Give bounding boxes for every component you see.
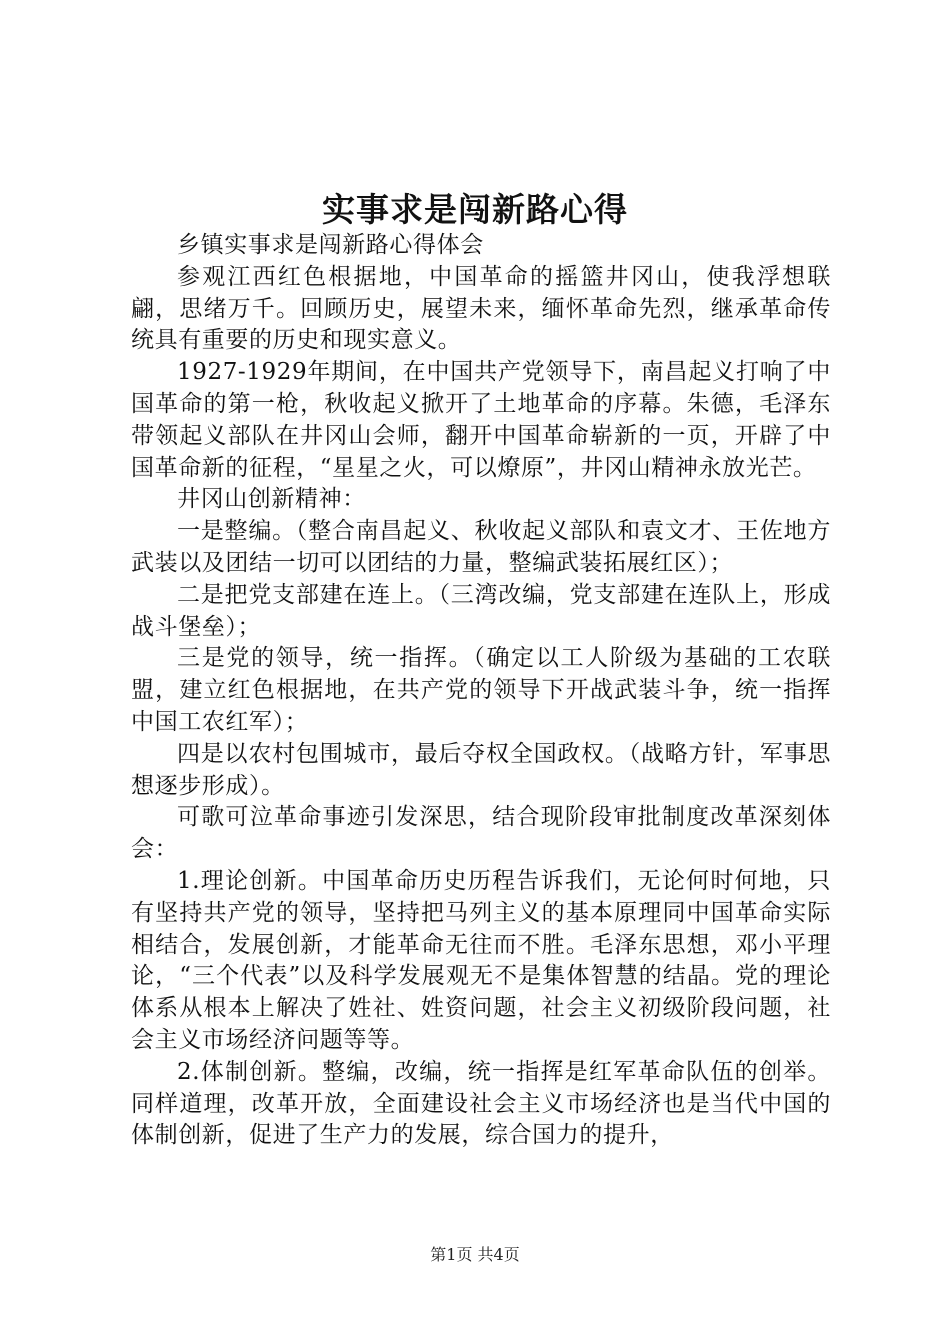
document-title: 实事求是闯新路心得 [322,190,628,229]
page-number-footer: 第1页 共4页 [430,1245,520,1264]
paragraph-point-two: 二是把党支部建在连上。（三湾改编，党支部建在连队上，形成战斗堡垒）； [131,581,831,640]
paragraph-point-one: 一是整编。（整合南昌起义、秋收起义部队和袁文才、王佐地方武装以及团结一切可以团结的力量，整编武装拓展红区）； [131,518,831,576]
paragraph-theory-innovation: 1.理论创新。中国革命历史历程告诉我们，无论何时何地，只有坚持共产党的领导，坚持把马列主义的基本原理同中国革命实际相结合，发展创新，才能革命无往而不胜。毛泽东思想，邓小平理论，“三个代表”以及科学发展观无不是集体智慧的结晶。党的理论体系从根本上解决了姓社、姓资问题，社会主义初级阶段问题，社会主义市场经济问题等等。 [131,867,831,1053]
document-body [131,230,831,1152]
paragraph-history: 1927-1929年期间，在中国共产党领导下，南昌起义打响了中国革命的第一枪，秋收起义掀开了土地革命的序幕。朱德，毛泽东带领起义部队在井冈山会师，翻开中国革命崭新的一页，开辟了中国革命新的征程，“星星之火，可以燎原”，井冈山精神永放光芒。 [131,359,831,481]
paragraph-reflection: 可歌可泣革命事迹引发深思，结合现阶段审批制度改革深刻体会： [131,804,831,863]
paragraph-system-innovation: 2.体制创新。整编，改编，统一指挥是红军革命队伍的创举。同样道理，改革开放，全面建设社会主义市场经济也是当代中国的体制创新，促进了生产力的发展，综合国力的提升， [131,1058,831,1149]
paragraph-point-four: 四是以农村包围城市，最后夺权全国政权。（战略方针，军事思想逐步形成）。 [131,740,831,799]
paragraph-subtitle: 乡镇实事求是闯新路心得体会 [177,232,484,258]
paragraph-spirit-heading: 井冈山创新精神： [177,486,366,513]
paragraph-point-three: 三是党的领导，统一指挥。（确定以工人阶级为基础的工农联盟，建立红色根据地，在共产党的领导下开战武装斗争，统一指挥中国工农红军）； [131,645,831,735]
paragraph-intro: 参观江西红色根据地，中国革命的摇篮井冈山，使我浮想联翩，思绪万千。回顾历史，展望未来，缅怀革命先烈，继承革命传统具有重要的历史和现实意义。 [131,263,831,354]
